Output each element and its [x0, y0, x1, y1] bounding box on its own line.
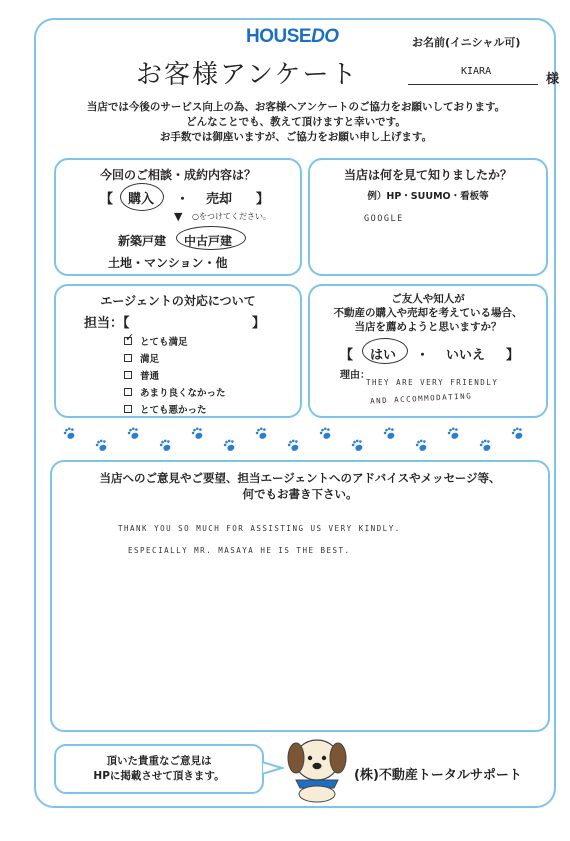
- name-suffix: 様: [546, 72, 560, 87]
- company-name: (株)不動産トータルサポート: [354, 768, 522, 783]
- source-answer[interactable]: GOOGLE: [364, 214, 404, 224]
- agent-person-label: 担当：【: [84, 316, 130, 331]
- paw-icon: [383, 426, 397, 441]
- used-house-option[interactable]: 中古戸建: [184, 234, 233, 248]
- bubble-tail-icon: [262, 760, 284, 776]
- option-not-good[interactable]: あまり良くなかった: [124, 383, 226, 400]
- paw-icon: [127, 426, 141, 441]
- paw-icon: [255, 426, 269, 441]
- sell-option[interactable]: 売却: [206, 192, 233, 207]
- paw-icon: [191, 426, 205, 441]
- name-field[interactable]: KIARA: [461, 66, 492, 77]
- paw-icon: [415, 438, 429, 453]
- comments-title: 当店へのご意見やご要望、担当エージェントへのアドバイスやメッセージ等、 何でもお書き下さい。: [99, 471, 501, 501]
- reason-label: 理由：: [340, 370, 370, 381]
- agent-title: エージェントの対応について: [100, 294, 256, 308]
- source-box: [308, 158, 548, 276]
- yes-option[interactable]: はい: [370, 348, 397, 363]
- footer-speech-bubble: 頂いた貴重なご意見は HPに掲載させて頂きます。: [54, 744, 264, 794]
- paw-icon: [287, 438, 301, 453]
- recommend-title: ご友人や知人が 不動産の購入や売却を考えている場合、 当店を薦めようと思いますか？: [333, 293, 523, 333]
- paw-icon: [159, 438, 173, 453]
- option-very-satisfied[interactable]: ✓ とても満足: [125, 330, 188, 348]
- checkbox-checked-icon[interactable]: ✓: [125, 330, 135, 344]
- satisfaction-list: [124, 332, 226, 417]
- comments-box: [50, 460, 550, 732]
- checkbox-icon[interactable]: [124, 354, 132, 362]
- checkbox-icon[interactable]: [124, 371, 132, 379]
- down-arrow-icon: ▼: [174, 210, 183, 223]
- paw-icon: [223, 438, 237, 453]
- paw-icon: [319, 426, 333, 441]
- no-option[interactable]: いいえ: [446, 348, 486, 363]
- source-example: 例）HP・SUUMO・看板等: [367, 191, 489, 202]
- agent-box: エージェントの対応について 担当：【 】 ✓ とても満足 満足 普通 あまり良くなかった とても悪かった: [54, 284, 302, 418]
- land-option[interactable]: 土地・マンション・他: [108, 256, 228, 270]
- paw-icon: [511, 426, 525, 441]
- name-underline: [408, 84, 538, 85]
- new-house-option[interactable]: 新築戸建: [118, 234, 167, 248]
- consult-box: 今回のご相談・成約内容は？ 【 購入 ・ 売却 】 ▼ ○をつけてください。 新築戸建 中古戸建 土地・マンション・他: [54, 158, 302, 276]
- dog-mascot-footer-icon: [282, 732, 352, 804]
- paw-icon: [447, 426, 461, 441]
- name-label: お名前(イニシャル可): [412, 36, 521, 49]
- option-normal[interactable]: 普通: [124, 366, 226, 383]
- paw-icon: [479, 438, 493, 453]
- page-title: お客様アンケート: [136, 60, 359, 90]
- source-title: 当店は何を見て知りましたか？: [343, 168, 512, 182]
- checkbox-icon[interactable]: [124, 405, 132, 413]
- paw-print-row: [62, 426, 538, 456]
- comment-line-1[interactable]: THANK YOU SO MUCH FOR ASSISTING US VERY KINDLY.: [118, 524, 401, 533]
- paw-icon: [351, 438, 365, 453]
- comment-line-2[interactable]: ESPECIALLY MR. MASAYA HE IS THE BEST.: [128, 546, 351, 555]
- consult-title: 今回のご相談・成約内容は？: [99, 168, 256, 182]
- recommend-box: ご友人や知人が 不動産の購入や売却を考えている場合、 当店を薦めようと思いますか？ 【 はい ・ いいえ 】 理由： THEY ARE VERY FRIENDLY AND ACCOMMODATING: [308, 284, 548, 418]
- checkbox-icon[interactable]: [124, 388, 132, 396]
- paw-icon: [63, 426, 77, 441]
- circle-note: ○をつけてください。: [192, 212, 271, 221]
- intro-text: 当店では今後のサービス向上の為、お客様へアンケートのご協力をお願いしております。 どんなことでも、教えて頂けますと幸いです。 お手数では御座いますが、ご協力をお願い申し上げます。: [86, 101, 506, 143]
- paw-icon: [95, 438, 109, 453]
- reason-line-2[interactable]: AND ACCOMMODATING: [369, 391, 473, 406]
- option-very-bad[interactable]: とても悪かった: [124, 400, 226, 417]
- survey-sheet: [34, 18, 560, 808]
- option-satisfied[interactable]: 満足: [124, 349, 226, 366]
- buy-option[interactable]: 購入: [128, 192, 155, 207]
- brand-logo: HOUSEDO: [246, 26, 339, 47]
- reason-line-1[interactable]: THEY ARE VERY FRIENDLY: [366, 378, 499, 387]
